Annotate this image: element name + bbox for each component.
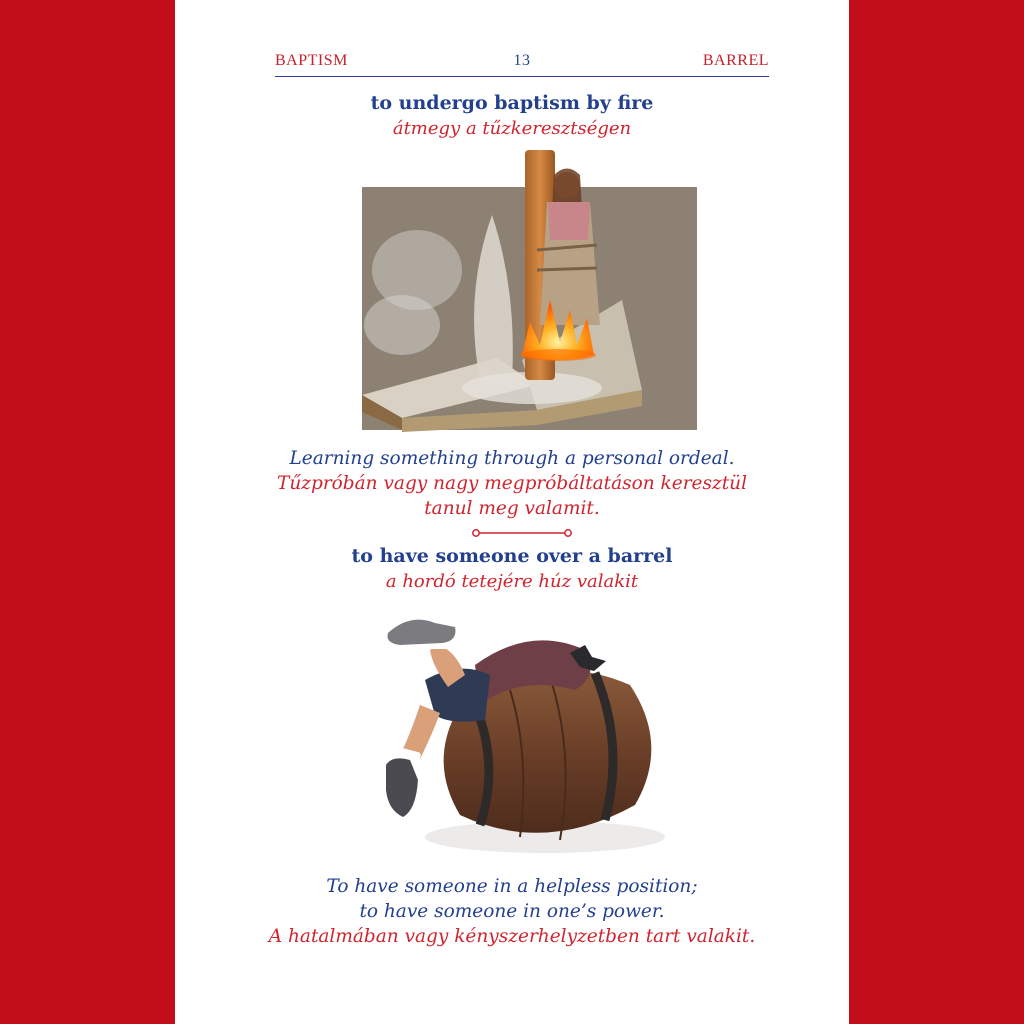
header-first-word: BAPTISM	[275, 52, 348, 69]
entry-1-idiom: to undergo baptism by fire	[370, 92, 654, 114]
page-number: 13	[513, 52, 531, 69]
definition-line: to have someone in one’s power.	[359, 901, 665, 922]
baptism-by-fire-illustration	[362, 150, 698, 432]
dictionary-page	[175, 0, 849, 1024]
entry-2-definition-hu	[175, 924, 849, 949]
definition-line: Learning something through a personal ordeal.	[289, 448, 735, 469]
running-header	[275, 52, 769, 72]
over-a-barrel-illustration	[380, 605, 670, 865]
entry-2-idiom: to have someone over a barrel	[351, 545, 673, 567]
definition-line: tanul meg valamit.	[424, 498, 600, 519]
entry-1-definition-en	[175, 446, 849, 471]
definition-line: To have someone in a helpless position;	[326, 876, 698, 897]
upper-shoe	[388, 620, 456, 645]
header-last-word: BARREL	[702, 52, 769, 69]
definition-line: Tűzpróbán vagy nagy megpróbáltatáson keresztül	[276, 473, 748, 494]
definition-line: A hatalmában vagy kényszerhelyzetben tart valakit.	[268, 926, 756, 947]
header-rule	[275, 76, 769, 77]
entry-divider-ornament	[472, 527, 572, 539]
entry-1-translation: átmegy a tűzkeresztségen	[392, 118, 632, 139]
entry-1-definition-hu	[175, 471, 849, 521]
entry-2-translation: a hordó tetejére húz valakit	[385, 571, 639, 592]
entry-2-definition-en	[175, 874, 849, 924]
lower-shoe	[386, 758, 418, 817]
